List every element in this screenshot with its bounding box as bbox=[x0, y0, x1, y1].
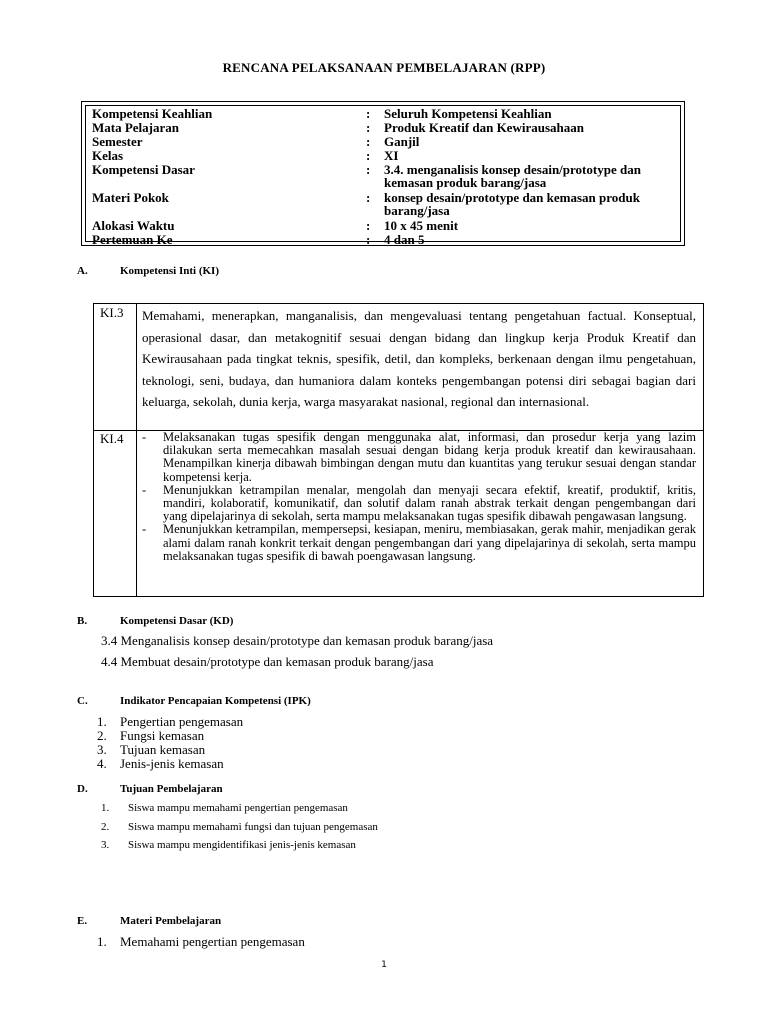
kd-item: 3.4 Menganalisis konsep desain/prototype dan kemasan produk barang/jasa bbox=[101, 633, 494, 648]
info-colon: : bbox=[366, 120, 371, 135]
ipk-text: Jenis-jenis kemasan bbox=[120, 756, 224, 771]
materi-text: Memahami pengertian pengemasan bbox=[120, 934, 305, 949]
ki4-item bbox=[142, 523, 696, 563]
info-label: Kompetensi Keahlian bbox=[92, 106, 213, 121]
info-value: 10 x 45 menit bbox=[384, 218, 459, 233]
info-value: XI bbox=[384, 148, 399, 163]
info-box bbox=[81, 101, 685, 246]
ipk-number: 1. bbox=[97, 714, 107, 729]
tujuan-text: Siswa mampu mengidentifikasi jenis-jenis kemasan bbox=[128, 839, 356, 851]
info-value: konsep desain/prototype dan kemasan produk barang/jasa bbox=[384, 190, 640, 218]
ki4-code: KI.4 bbox=[100, 431, 124, 446]
section-d-letter: D. bbox=[77, 783, 88, 795]
info-colon: : bbox=[366, 190, 371, 205]
info-colon: : bbox=[366, 162, 371, 177]
section-b-letter: B. bbox=[77, 615, 88, 627]
document-title: RENCANA PELAKSANAAN PEMBELAJARAN (RPP) bbox=[222, 60, 546, 75]
tujuan-number: 3. bbox=[101, 839, 110, 851]
info-label: Alokasi Waktu bbox=[92, 218, 175, 233]
info-colon: : bbox=[366, 134, 371, 149]
ipk-text: Pengertian pengemasan bbox=[120, 714, 244, 729]
ki3-text: Memahami, menerapkan, manganalisis, dan mengevaluasi tentang pengetahuan factual. Konseptual, operasional dasar, dan metakognitif sesuai dengan bidang dan lingkup kerja Produk Kreatif dan Kewirausahaan pada tingkat teknis, spesifik, detil, dan kompleks, berkenaan dengan ilmu pengetahuan, teknologi, seni, budaya, dan humaniora dalam konteks pengembangan potensi diri sebagai bagian dari keluarga, sekolah, dunia kerja, warga masyarakat nasional, regional dan internasional. bbox=[142, 308, 696, 410]
ki-table-column-divider bbox=[136, 304, 137, 596]
tujuan-text: Siswa mampu memahami pengertian pengemasan bbox=[128, 802, 348, 814]
info-value: 3.4. menganalisis konsep desain/prototype dan kemasan produk barang/jasa bbox=[384, 162, 641, 190]
ki-table bbox=[93, 303, 704, 597]
tujuan-number: 1. bbox=[101, 802, 110, 814]
tujuan-text: Siswa mampu memahami fungsi dan tujuan pengemasan bbox=[128, 821, 378, 833]
ipk-number: 2. bbox=[97, 728, 107, 743]
section-d-title: Tujuan Pembelajaran bbox=[120, 783, 223, 795]
section-c-letter: C. bbox=[77, 695, 88, 707]
info-label: Materi Pokok bbox=[92, 190, 169, 205]
ipk-number: 4. bbox=[97, 756, 107, 771]
ki4-item-text: Menunjukkan ketrampilan, mempersepsi, kesiapan, meniru, membiasakan, gerak mahir, menjadikan gerak alami dalam ranah konkrit terkait dengan pengembangan dari yang dipelajarinya di sekolah, serta mampu melaksanakan tugas spesifik di bawah poengawasan langsung. bbox=[163, 522, 696, 563]
ipk-item bbox=[97, 756, 224, 772]
dash-bullet: - bbox=[142, 430, 147, 444]
ki4-item bbox=[142, 431, 696, 484]
section-c-title: Indikator Pencapaian Kompetensi (IPK) bbox=[120, 695, 311, 707]
materi-number: 1. bbox=[97, 934, 107, 949]
info-value: Seluruh Kompetensi Keahlian bbox=[384, 106, 552, 121]
ipk-text: Fungsi kemasan bbox=[120, 728, 205, 743]
ipk-number: 3. bbox=[97, 742, 107, 757]
ki3-code: KI.3 bbox=[100, 305, 124, 320]
info-label: Mata Pelajaran bbox=[92, 120, 180, 135]
info-label: Pertemuan Ke bbox=[92, 232, 173, 247]
kd-item: 4.4 Membuat desain/prototype dan kemasan produk barang/jasa bbox=[101, 654, 434, 669]
tujuan-item bbox=[101, 821, 378, 833]
info-label: Semester bbox=[92, 134, 143, 149]
info-colon: : bbox=[366, 232, 371, 247]
info-box-inner bbox=[85, 105, 681, 247]
section-a-letter: A. bbox=[77, 265, 88, 277]
page-number: 1 bbox=[381, 960, 387, 970]
section-a-title: Kompetensi Inti (KI) bbox=[120, 265, 219, 277]
materi-item bbox=[97, 934, 305, 950]
info-label: Kelas bbox=[92, 148, 124, 163]
info-colon: : bbox=[366, 148, 371, 163]
ki4-item-text: Melaksanakan tugas spesifik dengan menggunaka alat, informasi, dan prosedur kerja yang lazim dilakukan serta memecahkan masalah sesuai dengan bidang kerja produk kreatif dan kewirausahaan. Menampilkan kinerja dibawah bimbingan dengan mutu dan kuantitas yang terukur sesuai dengan standar kompetensi kerja. bbox=[163, 430, 696, 484]
tujuan-item bbox=[101, 839, 356, 851]
info-colon: : bbox=[366, 106, 371, 121]
tujuan-number: 2. bbox=[101, 821, 110, 833]
info-value: Produk Kreatif dan Kewirausahaan bbox=[384, 120, 584, 135]
section-e-title: Materi Pembelajaran bbox=[120, 915, 222, 927]
section-e-letter: E. bbox=[77, 915, 88, 927]
tujuan-item bbox=[101, 802, 348, 814]
info-label: Kompetensi Dasar bbox=[92, 162, 195, 177]
dash-bullet: - bbox=[142, 522, 147, 537]
info-value: 4 dan 5 bbox=[384, 232, 425, 247]
info-colon: : bbox=[366, 218, 371, 233]
info-value: Ganjil bbox=[384, 134, 420, 149]
ipk-text: Tujuan kemasan bbox=[120, 742, 206, 757]
dash-bullet: - bbox=[142, 482, 147, 497]
ki4-item bbox=[142, 484, 696, 524]
section-b-title: Kompetensi Dasar (KD) bbox=[120, 615, 234, 627]
ki4-list bbox=[142, 431, 696, 563]
ki4-item-text: Menunjukkan ketrampilan menalar, mengolah dan menyaji secara efektif, kreatif, produktif, kritis, mandiri, kolaboratif, komunikatif, dan solutif dalam ranah abstrak terkait dengan pengembangan dari yang dipelajarinya di sekolah, serta mampu melaksanakan tugas spesifik dibawah pengawasan langsung. bbox=[163, 482, 696, 524]
